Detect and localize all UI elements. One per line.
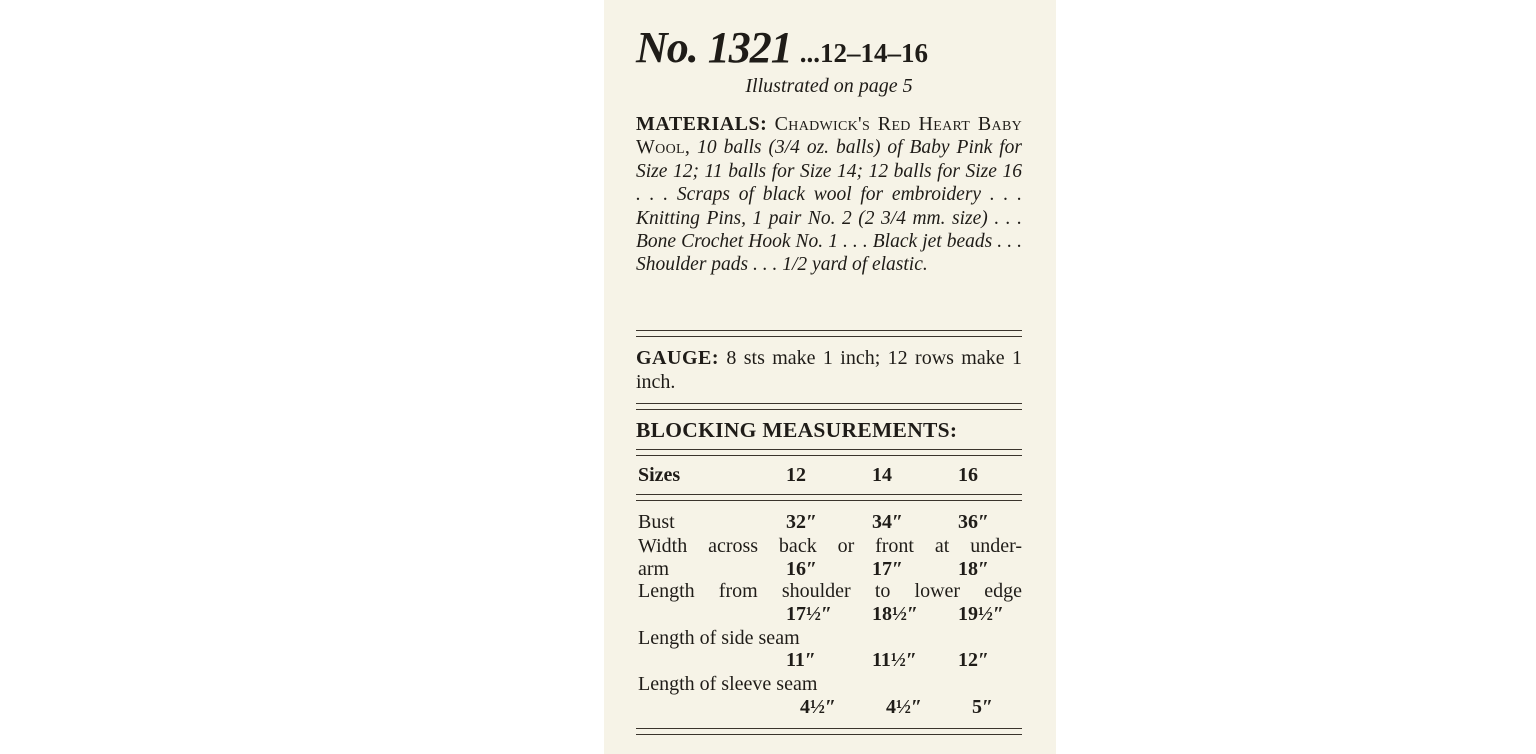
gauge-heading: GAUGE:: [636, 347, 719, 369]
measurement-row-side-seam: [636, 649, 1022, 673]
gauge-text: 8 sts make 1 inch; 12 rows make 1 inch.: [636, 347, 1022, 393]
materials-heading: MATERIALS:: [636, 113, 768, 135]
value-size-16: 18″: [958, 558, 990, 580]
materials-brand: Chadwick's Red Heart Baby Wool,: [636, 113, 1022, 159]
value-size-14: 4½″: [886, 696, 923, 718]
row-label: arm: [638, 558, 670, 580]
value-size-12: 17½″: [786, 603, 833, 625]
row-label-width: Width across back or front at under-: [638, 535, 1022, 557]
measurement-row-width: [636, 558, 1022, 582]
pattern-number: No. 1321: [636, 23, 792, 72]
pattern-title: [636, 22, 1022, 73]
size-14-header: 14: [872, 464, 892, 486]
value-size-14: 34″: [872, 511, 904, 533]
materials-text: 10 balls (3/4 oz. balls) of Baby Pink for Size 12; 11 balls for Size 14; 12 balls for Size 16 . . . Scraps of black wool for embroidery . . . Knitting Pins, 1 pair No. 2 (2 3/4 mm. size) . . . Bone Crochet Hook No. 1 . . . Black jet beads . . . Shoulder pads . . . 1/2 yard of elastic.: [636, 137, 1022, 276]
materials-section: [636, 113, 1022, 277]
sizes-header-row: [636, 464, 1022, 490]
gauge-section: [636, 346, 1022, 394]
pattern-sizes: ...12–14–16: [799, 38, 929, 68]
row-label: Bust: [638, 511, 675, 533]
double-rule: [636, 728, 1022, 735]
value-size-14: 11½″: [872, 649, 917, 671]
value-size-14: 18½″: [872, 603, 919, 625]
measurement-row-bust: [636, 511, 1022, 535]
value-size-16: 5″: [972, 696, 994, 718]
size-16-header: 16: [958, 464, 978, 486]
double-rule: [636, 403, 1022, 410]
measurement-row-sleeve-seam: [636, 696, 1022, 720]
row-label: Length of side seam: [638, 627, 800, 649]
row-label-sleeve-seam: [636, 673, 1022, 697]
value-size-12: 32″: [786, 511, 818, 533]
size-12-header: 12: [786, 464, 806, 486]
value-size-12: 4½″: [800, 696, 837, 718]
value-size-12: 16″: [786, 558, 818, 580]
double-rule: [636, 449, 1022, 456]
value-size-16: 19½″: [958, 603, 1005, 625]
value-size-16: 36″: [958, 511, 990, 533]
row-label-shoulder-length: Length from shoulder to lower edge: [638, 580, 1022, 602]
sizes-label: Sizes: [638, 464, 681, 486]
blocking-heading: BLOCKING MEASUREMENTS:: [636, 418, 958, 442]
value-size-16: 12″: [958, 649, 990, 671]
row-label: Length of sleeve seam: [638, 673, 818, 695]
row-label-side-seam: [636, 627, 1022, 651]
illustrated-note: Illustrated on page 5: [745, 75, 913, 97]
double-rule: [636, 494, 1022, 501]
value-size-14: 17″: [872, 558, 904, 580]
double-rule: [636, 330, 1022, 337]
value-size-12: 11″: [786, 649, 816, 671]
measurement-row-shoulder-length: [636, 603, 1022, 627]
